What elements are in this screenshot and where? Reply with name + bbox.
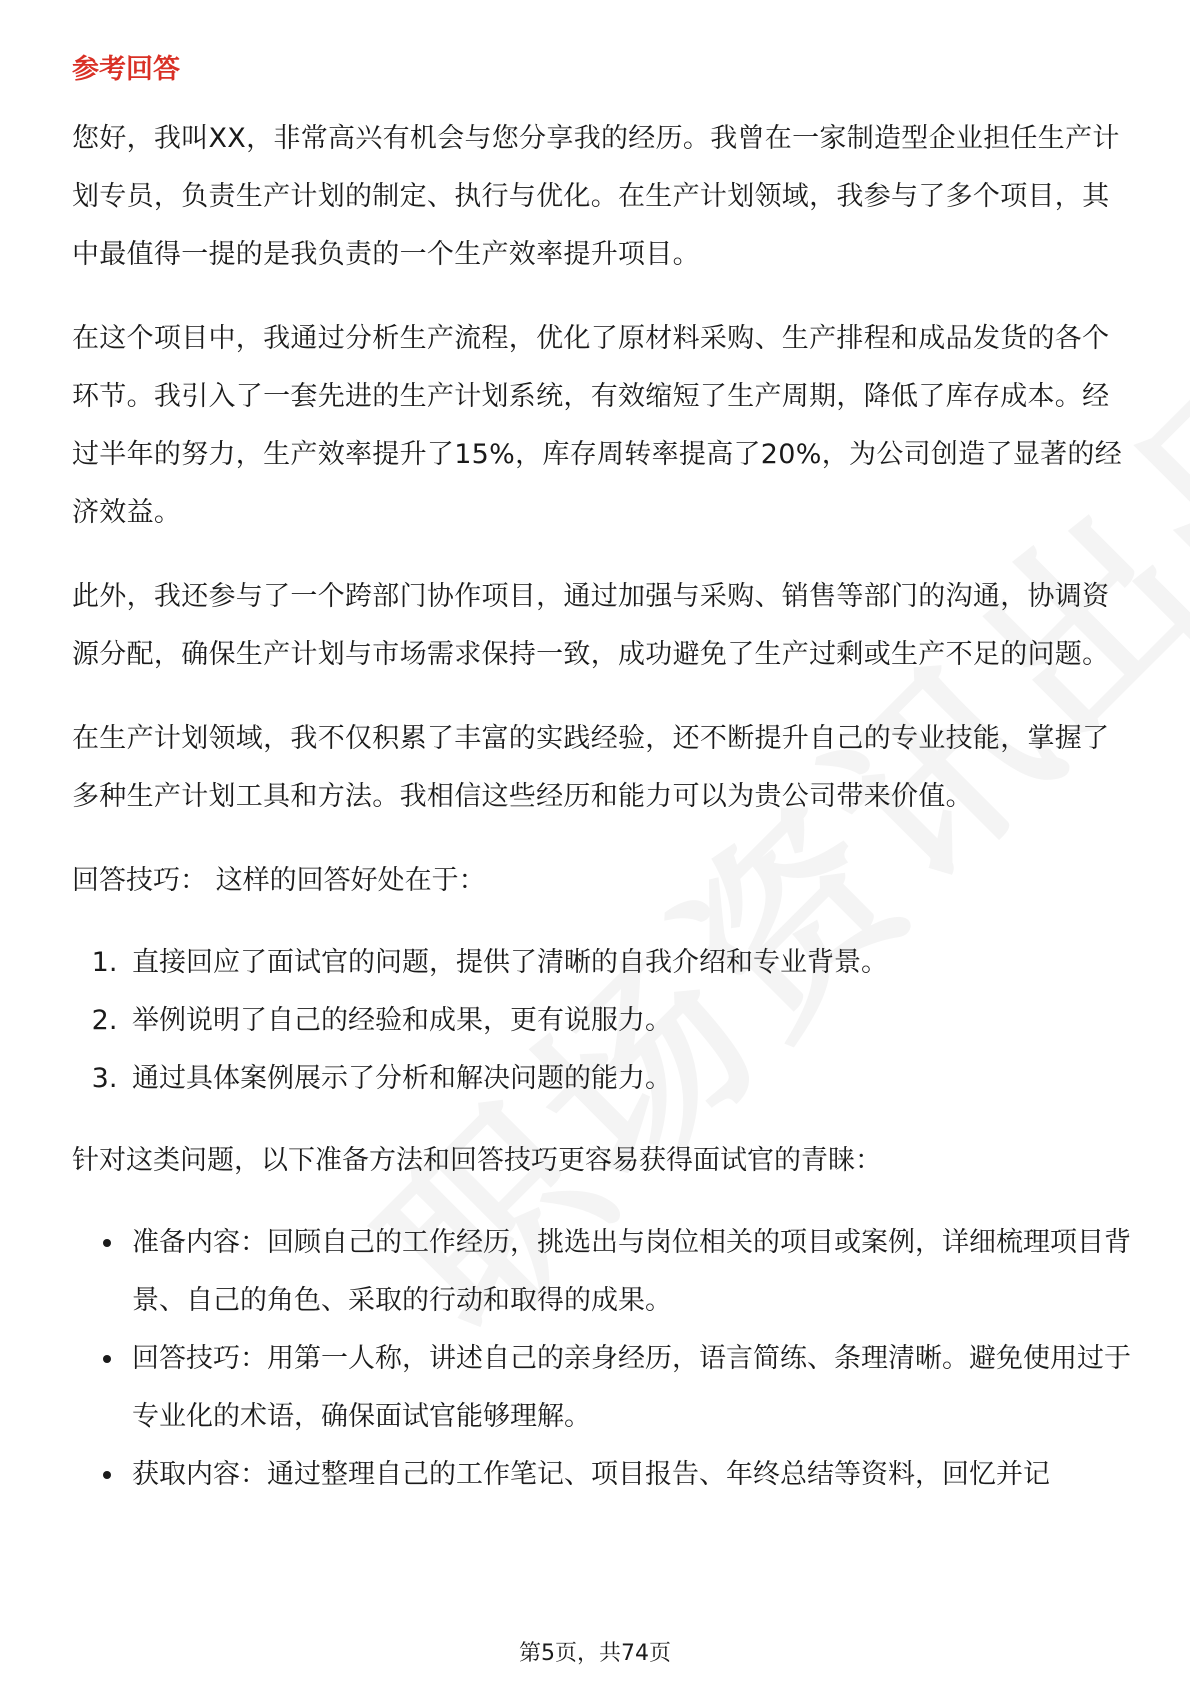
- list-item: 2. 举例说明了自己的经验和成果，更有说服力。: [126, 992, 1132, 1050]
- tips-intro: 回答技巧： 这样的回答好处在于：: [72, 865, 486, 896]
- document-page: [72, 50, 1132, 1504]
- list-item: 1. 直接回应了面试官的问题，提供了清晰的自我介绍和专业背景。: [126, 934, 1132, 992]
- section-heading: 参考回答: [72, 54, 180, 85]
- list-item: • 回答技巧：用第一人称，讲述自己的亲身经历，语言简练、条理清晰。避免使用过于专业化的术语，确保面试官能够理解。: [126, 1330, 1132, 1446]
- methods-intro: 针对这类问题，以下准备方法和回答技巧更容易获得面试官的青睐：: [72, 1145, 882, 1176]
- list-item: • 准备内容：回顾自己的工作经历，挑选出与岗位相关的项目或案例，详细梳理项目背景、自己的角色、采取的行动和取得的成果。: [126, 1214, 1132, 1330]
- page-number: 第5页，共74页: [519, 1641, 671, 1666]
- list-item: 3. 通过具体案例展示了分析和解决问题的能力。: [126, 1050, 1132, 1108]
- bullet-list: [72, 1214, 1132, 1504]
- paragraph-summary: 在生产计划领域，我不仅积累了丰富的实践经验，还不断提升自己的专业技能，掌握了多种生产计划工具和方法。我相信这些经历和能力可以为贵公司带来价值。: [72, 723, 1110, 812]
- numbered-list: [72, 934, 1132, 1108]
- list-item: • 获取内容：通过整理自己的工作笔记、项目报告、年终总结等资料，回忆并记: [126, 1446, 1132, 1504]
- paragraph-project: 在这个项目中，我通过分析生产流程，优化了原材料采购、生产排程和成品发货的各个环节。我引入了一套先进的生产计划系统，有效缩短了生产周期，降低了库存成本。经过半年的努力，生产效率提升了15%，库存周转率提高了20%，为公司创造了显著的经济效益。: [72, 323, 1123, 528]
- paragraph-collaboration: 此外，我还参与了一个跨部门协作项目，通过加强与采购、销售等部门的沟通，协调资源分配，确保生产计划与市场需求保持一致，成功避免了生产过剩或生产不足的问题。: [72, 581, 1110, 670]
- paragraph-intro: 您好，我叫XX，非常高兴有机会与您分享我的经历。我曾在一家制造型企业担任生产计划专员，负责生产计划的制定、执行与优化。在生产计划领域，我参与了多个项目，其中最值得一提的是我负责的一个生产效率提升项目。: [72, 123, 1120, 270]
